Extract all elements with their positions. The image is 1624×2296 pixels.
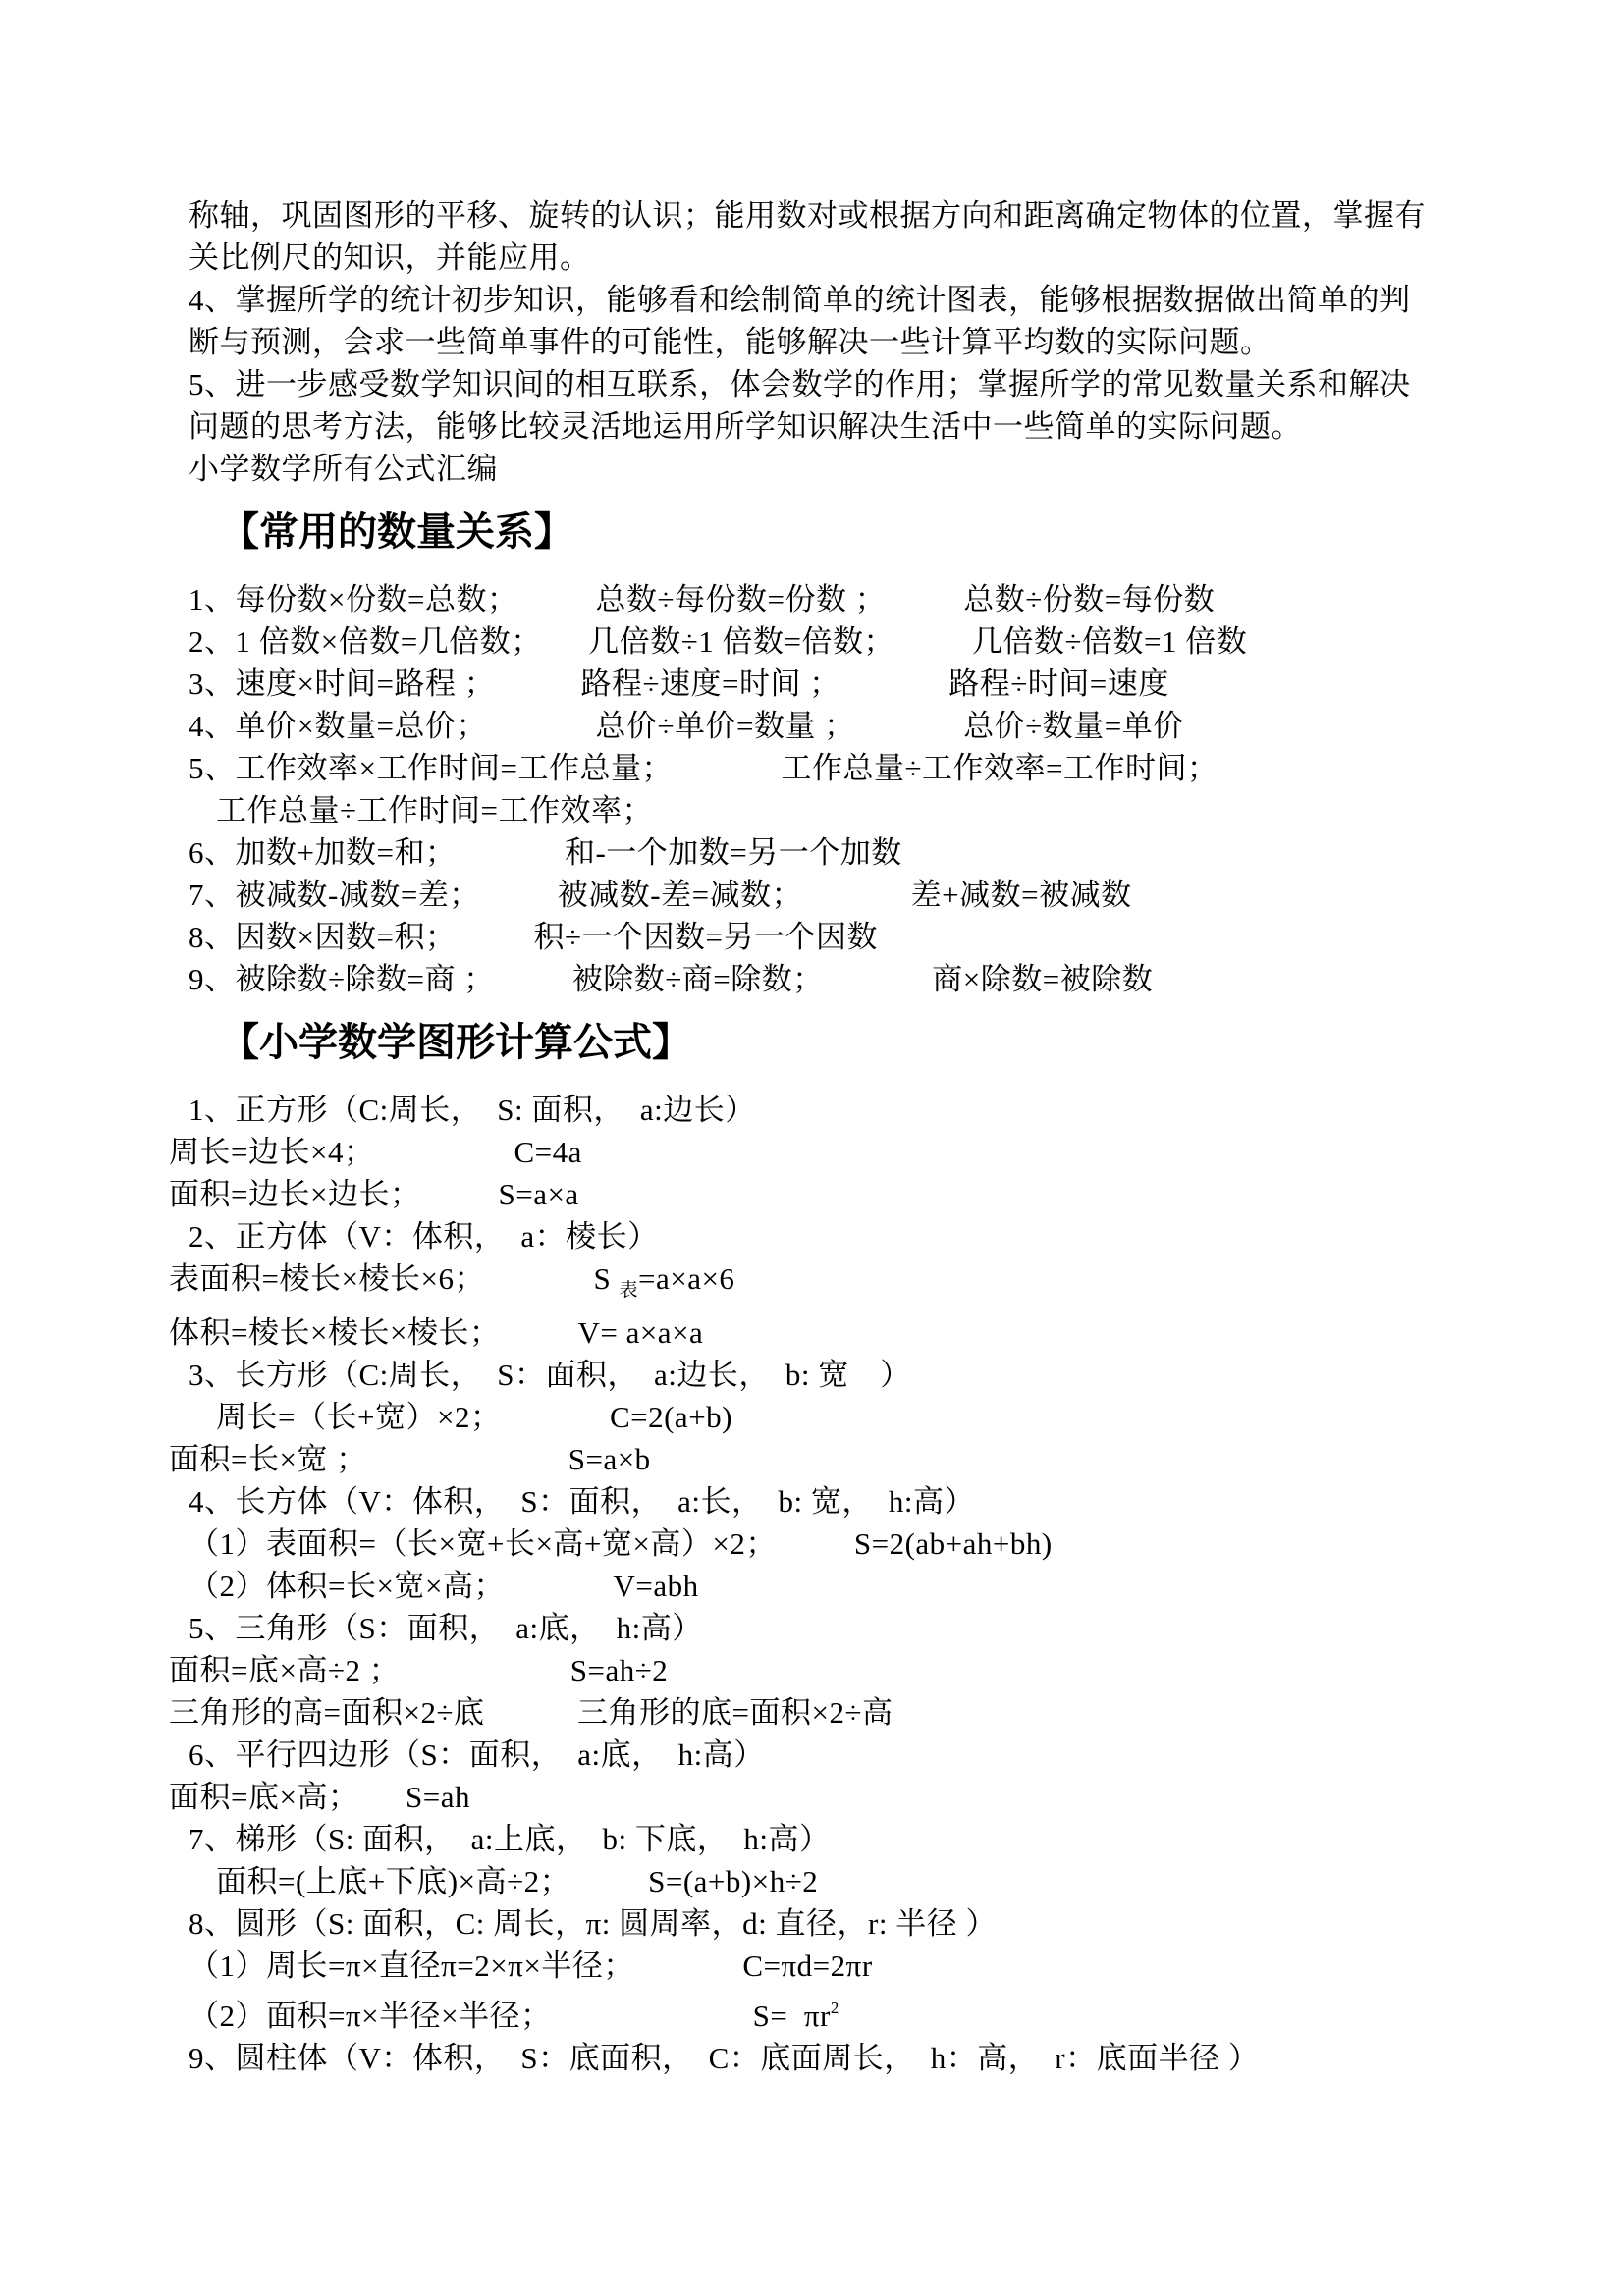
intro-line: 称轴，巩固图形的平移、旋转的认识；能用数对或根据方向和距离确定物体的位置，掌握有 bbox=[189, 198, 1426, 233]
formula-line: （1）表面积=（长×宽+长×高+宽×高）×2； S=2(ab+ah+bh) bbox=[189, 1526, 1053, 1561]
formula-line: 6、平行四边形（S：面积， a:底， h:高） bbox=[189, 1737, 765, 1772]
formula-line: 4、单价×数量=总价； 总价÷单价=数量 ； 总价÷数量=单价 bbox=[189, 709, 1184, 743]
formula-part: （2）面积=π×半径×半径； S= π bbox=[189, 1999, 820, 2033]
formula-line: 工作总量÷工作时间=工作效率； bbox=[216, 793, 653, 828]
section2-heading: 【小学数学图形计算公式】 bbox=[220, 1020, 691, 1064]
formula-line: 8、圆形（S: 面积，C: 周长，π: 圆周率，d: 直径，r: 半径 ） bbox=[189, 1906, 997, 1941]
intro-line: 关比例尺的知识，并能应用。 bbox=[189, 240, 591, 275]
superscript-2: 2 bbox=[830, 1999, 839, 2017]
formula-line: 周长=（长+宽）×2； C=2(a+b) bbox=[216, 1400, 732, 1434]
formula-line: 1、正方形（C:周长， S: 面积， a:边长） bbox=[189, 1093, 756, 1127]
formula-line: 8、因数×因数=积； 积÷一个因数=另一个因数 bbox=[189, 920, 878, 954]
formula-line: 7、梯形（S: 面积， a:上底， b: 下底， h:高） bbox=[189, 1822, 831, 1856]
formula-line: （1）周长=π×直径π=2×π×半径； C=πd=2πr bbox=[189, 1949, 873, 1983]
intro-line: 5、进一步感受数学知识间的相互联系，体会数学的作用；掌握所学的常见数量关系和解决 bbox=[189, 367, 1411, 401]
formula-line: 周长=边长×4； C=4a bbox=[169, 1135, 582, 1169]
section1-heading: 【常用的数量关系】 bbox=[220, 509, 573, 554]
formula-line: 2、1 倍数×倍数=几倍数； 几倍数÷1 倍数=倍数； 几倍数÷倍数=1 倍数 bbox=[189, 624, 1248, 659]
formula-line: 5、三角形（S：面积， a:底， h:高） bbox=[189, 1611, 703, 1645]
formula-part: =a×a×6 bbox=[637, 1261, 735, 1296]
formula-line: 三角形的高=面积×2÷底 三角形的底=面积×2÷高 bbox=[169, 1695, 893, 1730]
formula-line: 面积=边长×边长； S=a×a bbox=[169, 1177, 579, 1211]
formula-part: S bbox=[593, 1261, 620, 1296]
formula-line: 5、工作效率×工作时间=工作总量； 工作总量÷工作效率=工作时间； bbox=[189, 751, 1218, 785]
formula-line: 7、被减数-减数=差； 被减数-差=减数； 差+减数=被减数 bbox=[189, 878, 1132, 912]
formula-line: 2、正方体（V：体积， a：棱长） bbox=[189, 1219, 659, 1254]
formula-line: （2）体积=长×宽×高； V=abh bbox=[189, 1569, 699, 1603]
subscript-biao: 表 bbox=[619, 1280, 638, 1301]
intro-line: 4、掌握所学的统计初步知识，能够看和绘制简单的统计图表，能够根据数据做出简单的判 bbox=[189, 283, 1411, 317]
formula-line-surface-area bbox=[169, 1257, 1487, 1311]
formula-part: 表面积=棱长×棱长×6； bbox=[169, 1261, 594, 1296]
formula-line: 3、速度×时间=路程 ； 路程÷速度=时间 ； 路程÷时间=速度 bbox=[189, 667, 1169, 701]
formula-line-circle-area bbox=[169, 1987, 1487, 2037]
formula-line: 6、加数+加数=和； 和-一个加数=另一个加数 bbox=[189, 835, 902, 870]
intro-line: 断与预测，会求一些简单事件的可能性，能够解决一些计算平均数的实际问题。 bbox=[189, 325, 1272, 359]
formula-line: 9、圆柱体（V：体积， S：底面积， C：底面周长， h：高， r：底面半径 ） bbox=[189, 2041, 1260, 2075]
formula-line: 1、每份数×份数=总数； 总数÷每份数=份数 ； 总数÷份数=每份数 bbox=[189, 582, 1216, 616]
formula-line: 3、长方形（C:周长， S：面积， a:边长， b: 宽 ） bbox=[189, 1358, 911, 1392]
formula-line: 4、长方体（V：体积， S：面积， a:长， b: 宽， h:高） bbox=[189, 1484, 975, 1519]
formula-line: 体积=棱长×棱长×棱长； V= a×a×a bbox=[169, 1315, 704, 1350]
formula-line: 面积=底×高÷2 ； S=ah÷2 bbox=[169, 1653, 669, 1687]
intro-line: 小学数学所有公式汇编 bbox=[189, 452, 498, 486]
formula-line: 面积=长×宽 ； S=a×b bbox=[169, 1442, 651, 1476]
formula-line: 9、被除数÷除数=商 ； 被除数÷商=除数； 商×除数=被除数 bbox=[189, 962, 1154, 996]
formula-line: 面积=底×高； S=ah bbox=[169, 1780, 470, 1814]
formula-part: r bbox=[819, 1999, 831, 2033]
intro-line: 问题的思考方法，能够比较灵活地运用所学知识解决生活中一些简单的实际问题。 bbox=[189, 409, 1302, 444]
formula-line: 面积=(上底+下底)×高÷2； S=(a+b)×h÷2 bbox=[216, 1864, 819, 1898]
